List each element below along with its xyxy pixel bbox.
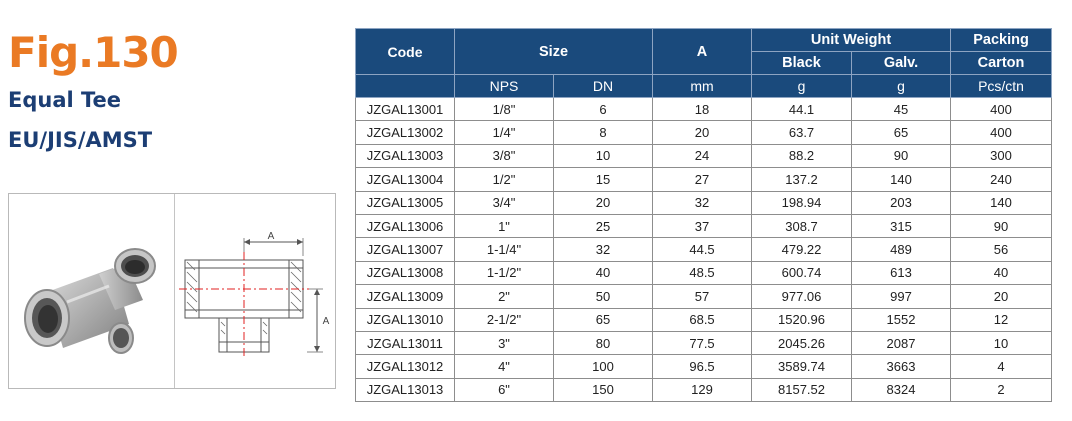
cell-packing: 300 [951, 144, 1052, 167]
cell-nps: 3" [455, 331, 554, 354]
cell-code: JZGAL13009 [356, 285, 455, 308]
dimension-label-side: A [322, 316, 330, 327]
cell-nps: 1/8" [455, 98, 554, 121]
cell-galv-weight: 8324 [852, 378, 951, 401]
cell-packing: 10 [951, 331, 1052, 354]
table-row [356, 238, 1052, 261]
cell-nps: 4" [455, 355, 554, 378]
cell-packing: 4 [951, 355, 1052, 378]
cell-a-mm: 96.5 [653, 355, 752, 378]
unit-nps: NPS [455, 75, 554, 98]
table-row [356, 191, 1052, 214]
table-row [356, 355, 1052, 378]
cell-dn: 20 [554, 191, 653, 214]
cell-dn: 50 [554, 285, 653, 308]
cell-packing: 400 [951, 121, 1052, 144]
cell-a-mm: 37 [653, 214, 752, 237]
cell-galv-weight: 140 [852, 168, 951, 191]
equal-tee-photo [17, 232, 165, 356]
cell-galv-weight: 315 [852, 214, 951, 237]
cell-nps: 2-1/2" [455, 308, 554, 331]
cell-a-mm: 48.5 [653, 261, 752, 284]
cell-galv-weight: 45 [852, 98, 951, 121]
cell-dn: 10 [554, 144, 653, 167]
table-row [356, 285, 1052, 308]
cell-black-weight: 600.74 [752, 261, 852, 284]
cell-code: JZGAL13006 [356, 214, 455, 237]
cell-code: JZGAL13001 [356, 98, 455, 121]
cell-dn: 25 [554, 214, 653, 237]
cell-galv-weight: 489 [852, 238, 951, 261]
cell-nps: 3/4" [455, 191, 554, 214]
specification-table [355, 28, 1052, 402]
cell-code: JZGAL13002 [356, 121, 455, 144]
cell-black-weight: 1520.96 [752, 308, 852, 331]
cell-black-weight: 88.2 [752, 144, 852, 167]
cell-dn: 40 [554, 261, 653, 284]
cell-a-mm: 24 [653, 144, 752, 167]
cell-nps: 1-1/2" [455, 261, 554, 284]
cell-nps: 1/2" [455, 168, 554, 191]
cell-packing: 90 [951, 214, 1052, 237]
table-row [356, 378, 1052, 401]
cell-code: JZGAL13004 [356, 168, 455, 191]
cell-a-mm: 129 [653, 378, 752, 401]
cell-black-weight: 977.06 [752, 285, 852, 308]
table-row [356, 98, 1052, 121]
cell-a-mm: 18 [653, 98, 752, 121]
cell-dn: 8 [554, 121, 653, 144]
header-carton: Carton [951, 52, 1052, 75]
image-divider [174, 194, 175, 388]
cell-galv-weight: 65 [852, 121, 951, 144]
cell-code: JZGAL13011 [356, 331, 455, 354]
table-row [356, 261, 1052, 284]
cell-nps: 2" [455, 285, 554, 308]
cell-black-weight: 479.22 [752, 238, 852, 261]
table-row [356, 168, 1052, 191]
cell-a-mm: 77.5 [653, 331, 752, 354]
header-black: Black [752, 52, 852, 75]
header-unit-weight: Unit Weight [752, 29, 951, 52]
header-a: A [653, 29, 752, 75]
cell-galv-weight: 2087 [852, 331, 951, 354]
unit-dn: DN [554, 75, 653, 98]
cell-black-weight: 137.2 [752, 168, 852, 191]
cell-a-mm: 57 [653, 285, 752, 308]
cell-dn: 100 [554, 355, 653, 378]
product-standard: EU/JIS/AMST [8, 128, 153, 152]
cell-black-weight: 2045.26 [752, 331, 852, 354]
cell-packing: 20 [951, 285, 1052, 308]
cell-code: JZGAL13005 [356, 191, 455, 214]
header-galv: Galv. [852, 52, 951, 75]
cell-dn: 80 [554, 331, 653, 354]
cell-packing: 2 [951, 378, 1052, 401]
header-size: Size [455, 29, 653, 75]
unit-galv-g: g [852, 75, 951, 98]
cell-black-weight: 308.7 [752, 214, 852, 237]
cell-galv-weight: 90 [852, 144, 951, 167]
cell-dn: 6 [554, 98, 653, 121]
dimension-label-top: A [267, 231, 275, 242]
header-code: Code [356, 29, 455, 75]
table-row [356, 144, 1052, 167]
cell-packing: 140 [951, 191, 1052, 214]
cell-dn: 15 [554, 168, 653, 191]
table-row [356, 121, 1052, 144]
cell-packing: 40 [951, 261, 1052, 284]
cell-galv-weight: 3663 [852, 355, 951, 378]
unit-black-g: g [752, 75, 852, 98]
cell-galv-weight: 203 [852, 191, 951, 214]
product-title: Fig.130 [8, 28, 178, 77]
cell-galv-weight: 1552 [852, 308, 951, 331]
table-body [356, 98, 1052, 402]
blank-unit-cell [356, 75, 455, 98]
cell-black-weight: 63.7 [752, 121, 852, 144]
technical-drawing [179, 228, 331, 358]
header-packing: Packing [951, 29, 1052, 52]
cell-packing: 240 [951, 168, 1052, 191]
cell-code: JZGAL13013 [356, 378, 455, 401]
cell-black-weight: 8157.52 [752, 378, 852, 401]
cell-black-weight: 198.94 [752, 191, 852, 214]
cell-nps: 3/8" [455, 144, 554, 167]
cell-galv-weight: 997 [852, 285, 951, 308]
unit-mm: mm [653, 75, 752, 98]
cell-packing: 56 [951, 238, 1052, 261]
cell-dn: 65 [554, 308, 653, 331]
unit-pcs-ctn: Pcs/ctn [951, 75, 1052, 98]
cell-galv-weight: 613 [852, 261, 951, 284]
cell-code: JZGAL13010 [356, 308, 455, 331]
cell-nps: 1/4" [455, 121, 554, 144]
cell-nps: 6" [455, 378, 554, 401]
cell-packing: 12 [951, 308, 1052, 331]
cell-code: JZGAL13007 [356, 238, 455, 261]
cell-a-mm: 32 [653, 191, 752, 214]
cell-a-mm: 68.5 [653, 308, 752, 331]
cell-code: JZGAL13003 [356, 144, 455, 167]
cell-packing: 400 [951, 98, 1052, 121]
table-row [356, 308, 1052, 331]
cell-dn: 150 [554, 378, 653, 401]
cell-dn: 32 [554, 238, 653, 261]
cell-nps: 1" [455, 214, 554, 237]
cell-black-weight: 44.1 [752, 98, 852, 121]
table-row [356, 331, 1052, 354]
table-row [356, 214, 1052, 237]
cell-black-weight: 3589.74 [752, 355, 852, 378]
cell-code: JZGAL13012 [356, 355, 455, 378]
cell-a-mm: 27 [653, 168, 752, 191]
cell-a-mm: 44.5 [653, 238, 752, 261]
product-image-panel [8, 193, 336, 389]
product-name: Equal Tee [8, 88, 122, 112]
cell-a-mm: 20 [653, 121, 752, 144]
cell-nps: 1-1/4" [455, 238, 554, 261]
cell-code: JZGAL13008 [356, 261, 455, 284]
